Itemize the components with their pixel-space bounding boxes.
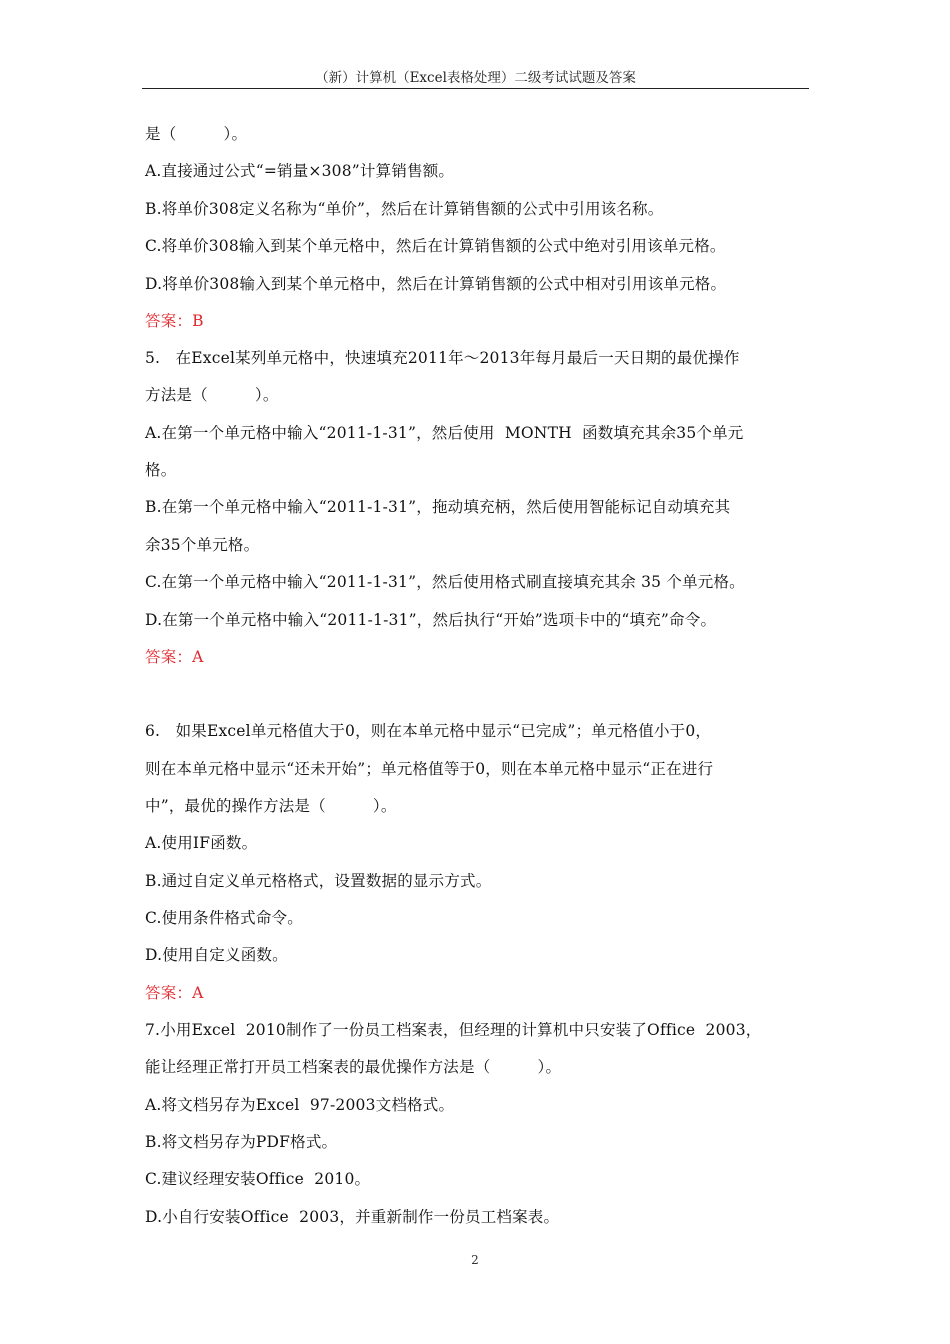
question-6-cont-1: 则在本单元格中显示“还未开始”；单元格值等于0，则在本单元格中显示“正在进行 <box>145 760 714 778</box>
question-7-cont: 能让经理正常打开员工档案表的最优操作方法是（ ）。 <box>145 1058 562 1076</box>
q7-option-c: C.建议经理安装Office 2010。 <box>145 1170 371 1188</box>
page-header: （新）计算机（Excel表格处理）二级考试试题及答案 <box>142 68 809 89</box>
q5-answer: 答案：A <box>145 648 204 666</box>
q7-option-d: D.小自行安装Office 2003，并重新制作一份员工档案表。 <box>145 1208 560 1226</box>
q5-option-d: D.在第一个单元格中输入“2011-1-31”，然后执行“开始”选项卡中的“填充”命令。 <box>145 611 717 629</box>
q7-option-a: A.将文档另存为Excel 97-2003文档格式。 <box>145 1096 455 1114</box>
question-7: 7.小用Excel 2010制作了一份员工档案表，但经理的计算机中只安装了Office 2003， <box>145 1021 762 1039</box>
q4-option-a: A.直接通过公式“=销量×308”计算销售额。 <box>145 162 455 180</box>
q6-option-d: D.使用自定义函数。 <box>145 946 288 964</box>
q4-answer: 答案：B <box>145 312 204 330</box>
q6-option-c: C.使用条件格式命令。 <box>145 909 303 927</box>
question-6-cont-2: 中”，最优的操作方法是（ ）。 <box>145 797 397 815</box>
question-5: 5. 在Excel某列单元格中，快速填充2011年～2013年每月最后一天日期的最优操作 <box>145 349 740 367</box>
q6-answer: 答案：A <box>145 984 204 1002</box>
q5-option-a: A.在第一个单元格中输入“2011-1-31”，然后使用 MONTH 函数填充其余35个单元 <box>145 424 744 442</box>
q6-option-a: A.使用IF函数。 <box>145 834 258 852</box>
page-number: 2 <box>471 1253 479 1267</box>
q4-option-c: C.将单价308输入到某个单元格中，然后在计算销售额的公式中绝对引用该单元格。 <box>145 237 726 255</box>
q5-option-b: B.在第一个单元格中输入“2011-1-31”，拖动填充柄，然后使用智能标记自动填充其 <box>145 498 731 516</box>
q5-option-a-cont: 格。 <box>145 461 177 479</box>
q4-option-b: B.将单价308定义名称为“单价”，然后在计算销售额的公式中引用该名称。 <box>145 200 664 218</box>
q5-option-b-cont: 余35个单元格。 <box>145 536 260 554</box>
question-6: 6. 如果Excel单元格值大于0，则在本单元格中显示“已完成”；单元格值小于0， <box>145 722 712 740</box>
q7-option-b: B.将文档另存为PDF格式。 <box>145 1133 338 1151</box>
question-5-cont: 方法是（ ）。 <box>145 386 279 404</box>
q5-option-c: C.在第一个单元格中输入“2011-1-31”，然后使用格式刷直接填充其余 35 个单元格。 <box>145 573 745 591</box>
question-4-tail: 是（ ）。 <box>145 125 248 143</box>
q4-option-d: D.将单价308输入到某个单元格中，然后在计算销售额的公式中相对引用该单元格。 <box>145 275 727 293</box>
q6-option-b: B.通过自定义单元格格式，设置数据的显示方式。 <box>145 872 492 890</box>
